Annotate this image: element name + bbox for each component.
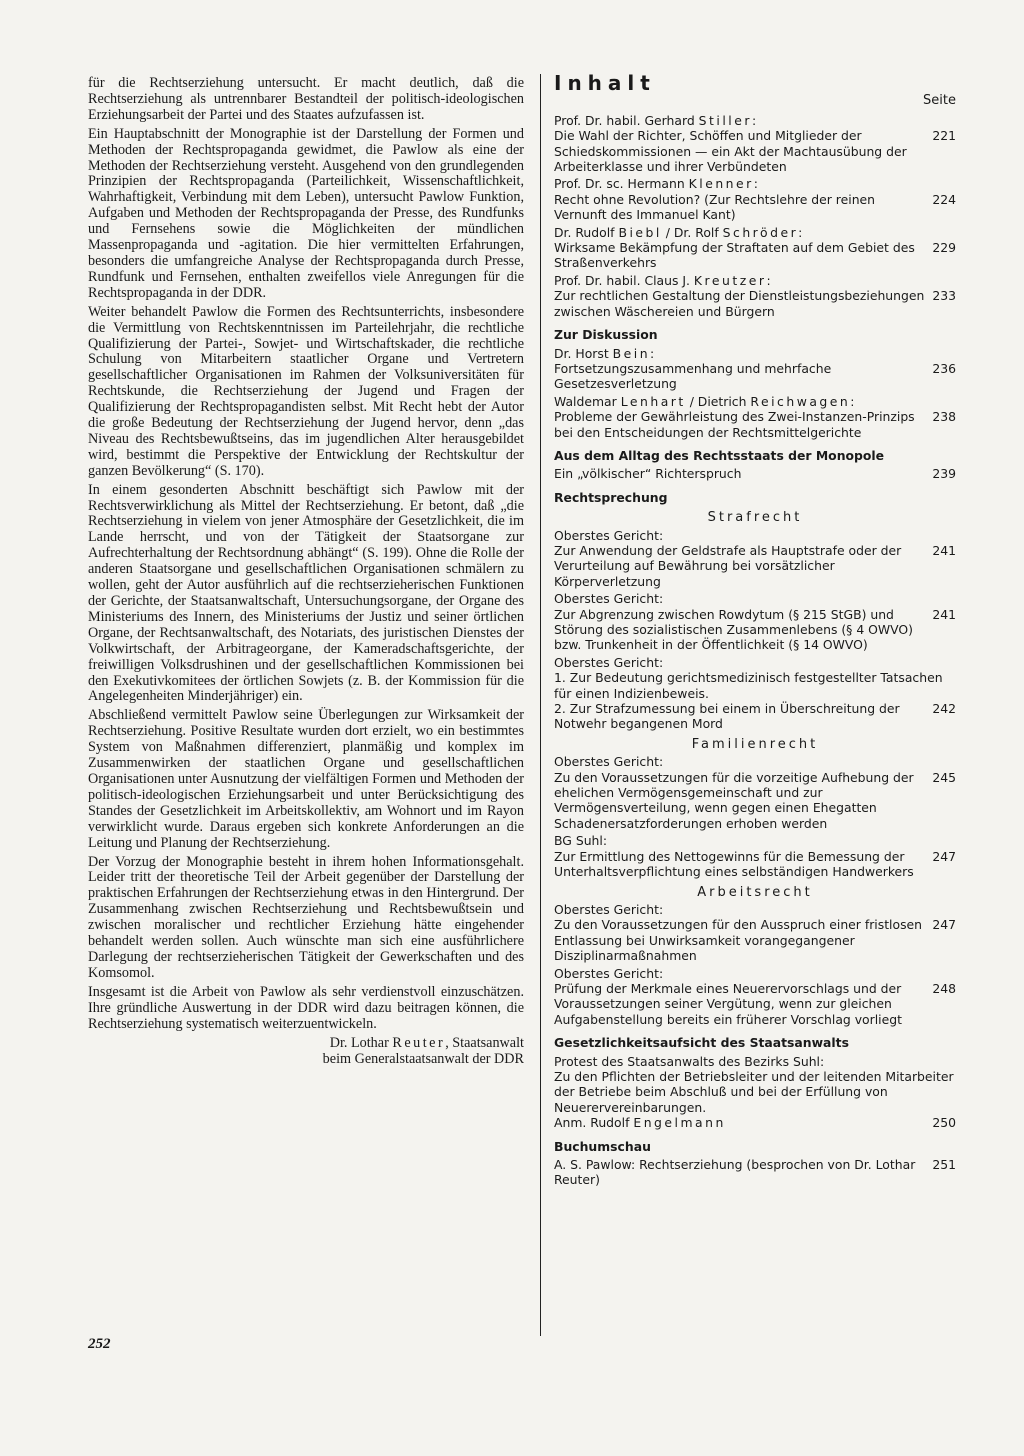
toc-subsection-heading: Strafrecht [707,510,803,526]
toc-entry-title: 1. Zur Bedeutung gerichtsmedizinisch festgestellter Tatsachen für einen Indizienbeweis. [554,670,943,701]
toc-annotation: Anm. Rudolf Engelmann [554,1115,726,1131]
toc-entry-title: Fortsetzungszusammenhang und mehrfache Gesetzesverletzung [554,360,832,392]
toc-entry-title: Zur rechtlichen Gestaltung der Dienstleistungsbeziehungen zwischen Wäschereien und Bürgern [554,288,925,319]
toc-entry-title: Zu den Voraussetzungen für die vorzeitige Aufhebung der ehelichen Vermögensgemeinschaft und zur Vermögensverteilung, wenn gegen einen Ehegatten Schadenersatzforderungen erhoben werden [554,769,914,831]
toc-entry-title: Zur Abgrenzung zwischen Rowdytum (§ 215 StGB) und Störung des sozialistischen Zusammenlebens (§ 4 OWVO) bzw. Trunkenheit in der Öffentlichkeit (§ 14 OWVO) [554,606,913,653]
toc-page: 247 [932,848,956,864]
toc-page: 233 [932,288,956,304]
toc-entry [554,176,956,222]
toc-entry [554,466,956,481]
toc-entry [554,1054,956,1131]
toc-section-heading: Aus dem Alltag des Rechtsstaats der Monopole [554,447,885,463]
toc-court: BG Suhl: [554,833,608,849]
toc-entry-title: Zur Anwendung der Geldstrafe als Hauptstrafe oder der Verurteilung auf Bewährung bei vorsätzlicher Körperverletzung [554,542,902,589]
paragraph: Insgesamt ist die Arbeit von Pawlow als sehr verdienstvoll einzuschätzen. Ihre gründliche Auswertung in der DDR wird dazu beitragen können, die Rechtserziehung systematisch weiterzuentwickeln. [88,983,524,1032]
toc-page: 236 [932,360,956,376]
toc-court: Oberstes Gericht: [554,754,664,770]
toc-entry-title: Zu den Pflichten der Betriebsleiter und der leitenden Mitarbeiter der Betriebe beim Abschluß und bei der Erfüllung von Neuerervereinbarungen. [554,1068,954,1115]
toc-author: Prof. Dr. sc. Hermann Klenner: [554,176,758,192]
toc-author: Dr. Horst Bein: [554,345,655,361]
signature-surname: Reuter [392,1035,446,1052]
toc-entry-title: Recht ohne Revolution? (Zur Rechtslehre der reinen Vernunft des Immanuel Kant) [554,191,876,223]
toc-entry [554,528,956,590]
toc-title: Inhalt [554,71,656,95]
toc-entry-title: Zu den Voraussetzungen für den Ausspruch einer fristlosen Entlassung bei Unwirksamkeit vorangegangener Disziplinarmaßnahmen [554,917,923,964]
toc-page: 224 [932,191,956,207]
toc-court: Oberstes Gericht: [554,965,664,981]
toc-page: 242 [932,701,956,717]
toc-court: Oberstes Gericht: [554,901,664,917]
toc-entry-title: Probleme der Gewährleistung des Zwei-Instanzen-Prinzips bei den Entscheidungen der Rechtsmittelgerichte [554,409,915,440]
toc-page: 250 [932,1115,956,1131]
toc-entry [554,902,956,964]
toc-page: 251 [932,1157,956,1172]
column-rule [540,74,541,1336]
toc-page: 247 [932,917,956,933]
paragraph: Der Vorzug der Monographie besteht in ihrem hohen Informationsgehalt. Leider tritt der theoretische Teil der Arbeit gegenüber der Darstellung der praktischen Erfahrungen der Rechtserziehung etwas in den Hintergrund. Der Zusammenhang zwischen Rechtserziehung und Rechtsbewußtsein und zwischen moralischer und rechtlicher Erziehung hätte eingehender behandelt werden sollen. Auch wünschte man sich eine ausführlichere Darlegung der rechtserzieherischen Tätigkeit der Gewerkschaften und des Komsomol. [88,853,524,981]
toc-entry-title: Ein „völkischer“ Richterspruch [554,466,742,482]
signature [88,1036,524,1068]
toc-page: 241 [932,606,956,622]
toc-author: Prof. Dr. habil. Gerhard Stiller: [554,112,757,128]
toc-page-label: Seite [923,93,956,109]
toc-court: Oberstes Gericht: [554,654,664,670]
toc-entry [554,591,956,653]
toc-court: Oberstes Gericht: [554,527,664,543]
paragraph: für die Rechtserziehung untersucht. Er macht deutlich, daß die Rechtserziehung als untrennbarer Bestandteil der politisch-ideologischen Erziehungsarbeit der Partei und des Staates aufzufassen ist. [88,75,524,123]
toc-page: 221 [932,128,956,144]
toc-entry-title: Prüfung der Merkmale eines Neuerervorschlags und der Voraussetzungen seiner Vergütung, wenn zur gleichen Aufgabenstellung bereits ein früherer Vorschlag vorliegt [554,980,902,1027]
toc-entry-title: Zur Ermittlung des Nettogewinns für die Bemessung der Unterhaltsverpflichtung eines selbständigen Handwerkers [554,848,914,880]
toc-entry [554,754,956,831]
toc-entry-title: Die Wahl der Richter, Schöffen und Mitglieder der Schiedskommissionen — ein Akt der Machtausübung der Arbeiterklasse und ihrer Verbündeten [554,128,907,175]
toc-author: Dr. Rudolf Biebl / Dr. Rolf Schröder: [554,224,803,240]
paragraph: Ein Hauptabschnitt der Monographie ist der Darstellung der Formen und Methoden der Rechtspropaganda gewidmet, die Pawlow als eine der Methoden der Rechtserziehung versteht. Ausgehend von den grundlegenden Prinzipien der Rechtspropaganda (Parteilichkeit, Wissenschaftlichkeit, Wahrhaftigkeit, Verbindung mit dem Leben), untersucht Pawlow Funktion, Aufgaben und Methoden der Rechtspropaganda der Presse, des Rundfunks und Fernsehens sowie die Möglichkeiten der mündlichen Massenpropaganda und -agitation. Die hier vermittelten Erfahrungen, besonders die umfangreiche Analyse der Rechtspropaganda durch Presse, Rundfunk und Fernsehen, enthalten zweifellos viele Anregungen für die Rechtspropaganda in der DDR. [88,125,524,301]
toc-entry [554,966,956,1028]
table-of-contents [554,71,956,1190]
toc-entry [554,273,956,319]
signature-title: , Staatsanwalt [445,1035,524,1052]
review-text-column [88,76,524,1068]
toc-page: 248 [932,980,956,996]
toc-subsection-heading: Arbeitsrecht [697,884,813,900]
toc-subsection-heading: Familienrecht [691,736,819,752]
page-number: 252 [88,1336,111,1352]
paragraph: In einem gesonderten Abschnitt beschäftigt sich Pawlow mit der Rechtsverwirklichung als Mittel der Rechtserziehung. Er betont, daß „die Rechtserziehung in vielem von jener Atmosphäre der Gesetzlichkeit, die im Lande herrscht, und von der Tätigkeit der Staatsorgane zur Aufrechterhaltung der Rechtsordnung abhängt“ (S. 199). Ohne die Rolle der anderen Staatsorgane und gesellschaftlichen Organisationen schmälern zu wollen, geht der Autor ausführlich auf die rechtserzieherischen Funktionen der Gerichte, der Staatsanwaltschaft, Untersuchungsorgane, der Organe des Ministeriums des Innern, des Ministeriums der Justiz und seiner örtlichen Organe, der Rechtsanwaltschaft, des Notariats, des juristischen Dienstes der Volkwirtschaft, der Arbitrageorgane, der Kameradschaftsgerichte, der freiwilligen Volksdrushinen und der gesellschaftlichen Kommissionen bei den Exekutivkomitees der örtlichen Sowjets (z. B. der Kommission für die Angelegenheiten Minderjähriger) ein. [88,481,524,705]
toc-court: Protest des Staatsanwalts des Bezirks Suhl: [554,1053,825,1069]
toc-section-heading: Buchumschau [554,1138,651,1154]
toc-section-heading: Gesetzlichkeitsaufsicht des Staatsanwalts [554,1035,849,1051]
toc-section-heading: Zur Diskussion [554,327,658,343]
toc-page: 239 [932,466,956,482]
paragraph: Abschließend vermittelt Pawlow seine Überlegungen zur Wirksamkeit der Rechtserziehung. Positive Resultate wurden dort erzielt, wo ein bestimmtes System von Maßnahmen differenziert, planmäßig und komplex im Zusammenwirken der staatlichen Organe und gesellschaftlichen Organisationen unter Ausnutzung der vielfältigen Formen und Methoden der politisch-ideologischen Erziehungsarbeit und unter Berücksichtigung des Standes der Gesetzlichkeit im Arbeitskollektiv, am Wohnort und im Rayon verwirklicht wurde. Daraus ergeben sich konkrete Anforderungen an die Leitung und Planung der Rechtserziehung. [88,707,524,851]
toc-entry [554,1157,956,1188]
toc-page: 238 [932,409,956,425]
toc-page: 241 [932,542,956,558]
toc-page: 229 [932,240,956,256]
signature-affiliation: beim Generalstaatsanwalt der DDR [322,1051,524,1068]
signature-name: Dr. Lothar [329,1035,393,1052]
toc-entry-title: A. S. Pawlow: Rechtserziehung (besprochen von Dr. Lothar Reuter) [554,1157,916,1188]
toc-court: Oberstes Gericht: [554,591,664,607]
toc-entry-title: 2. Zur Strafzumessung bei einem in Überschreitung der Notwehr begangenen Mord [554,701,900,732]
toc-entry [554,346,956,392]
toc-entry [554,394,956,440]
toc-entry-title: Wirksame Bekämpfung der Straftaten auf dem Gebiet des Straßenverkehrs [554,240,915,271]
paragraph: Weiter behandelt Pawlow die Formen des Rechtsunterrichts, insbesondere die Vermittlung von Rechtskenntnissen im Parteilehrjahr, die rechtliche Qualifizierung der Partei-, Sowjet- und Wirtschaftskader, die rechtliche Schulung von Mitarbeitern staatlicher Organe und Vertretern gesellschaftlicher Organisationen im Rahmen der Volksuniversitäten für Rechtskunde, die Rechtserziehung der Jugend und Fragen der Qualifizierung der Rechtspropagandisten selbst. Mit Recht hebt der Autor die große Bedeutung der Rechtserziehung der Jugend hervor, denn „das Niveau des Rechtsbewußtseins, das im jugendlichen Alter herausgebildet wird, bestimmt die Perspektive der Entwicklung der Rechtskultur der ganzen Bevölkerung“ (S. 170). [88,303,524,479]
toc-entry [554,655,956,732]
toc-author: Prof. Dr. habil. Claus J. Kreutzer: [554,272,771,288]
toc-section-heading: Rechtsprechung [554,489,668,505]
toc-entry [554,833,956,879]
toc-author: Waldemar Lenhart / Dietrich Reichwagen: [554,393,855,409]
toc-entry [554,225,956,271]
toc-entry [554,113,956,175]
toc-page: 245 [932,769,956,785]
